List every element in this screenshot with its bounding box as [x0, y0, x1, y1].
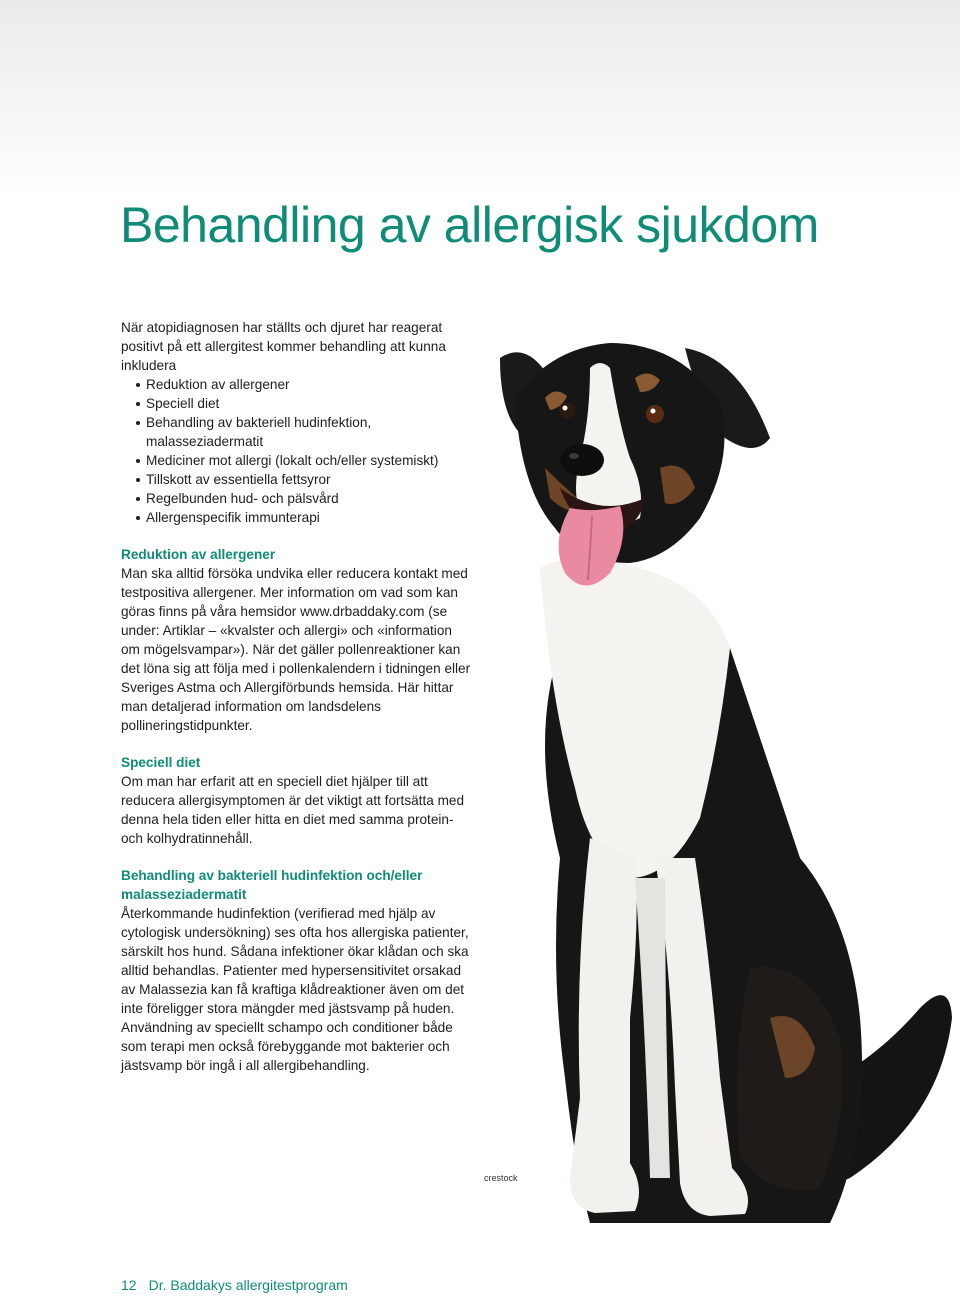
- list-item: Regelbunden hud- och pälsvård: [121, 489, 471, 508]
- publication-name: Dr. Baddakys allergitestprogram: [148, 1277, 348, 1293]
- section-body-special-diet: Om man har erfarit att en speciell diet hjälper till att reducera allergisymptomen är det viktigt att fortsätta med denna hela tiden eller hitta en diet med samma protein- och kolhydratinnehåll.: [121, 774, 465, 846]
- list-item: Behandling av bakteriell hudinfektion, malasseziadermatit: [121, 413, 471, 451]
- list-item: Mediciner mot allergi (lokalt och/eller systemiskt): [121, 451, 471, 470]
- page-title: Behandling av allergisk sjukdom: [120, 197, 819, 253]
- list-item: Allergenspecifik immunterapi: [121, 508, 471, 527]
- list-item: Speciell diet: [121, 394, 471, 413]
- page-footer: [121, 1277, 348, 1293]
- treatment-list: [121, 375, 471, 527]
- list-item: Reduktion av allergener: [121, 375, 471, 394]
- section-body-allergen-reduction: Man ska alltid försöka undvika eller reducera kontakt med testpositiva allergener. Mer information om vad som kan göras finns på våra hemsidor www.drbaddaky.com (se under: Artiklar – «kvalster och allergi» och «information om mögelsvampar»). När det gäller pollenreaktioner kan det löna sig att följa med i pollenkalendern i tidningen eller Sveriges Astma och Allergiförbunds hemsida. Här hittar man detaljerad information om landsdelens pollineringstidpunkter.: [121, 566, 471, 733]
- section-heading-allergen-reduction: Reduktion av allergener: [121, 547, 276, 562]
- intro-paragraph: När atopidiagnosen har ställts och djuret har reagerat positivt på ett allergitest kommer behandling att kunna inkludera: [121, 320, 446, 373]
- dog-photo: [470, 318, 960, 1238]
- list-item: Tillskott av essentiella fettsyror: [121, 470, 471, 489]
- section-body-infection-treatment: Återkommande hudinfektion (verifierad med hjälp av cytologisk undersökning) ses ofta hos allergiska patienter, särskilt hos hund. Sådana infektioner ökar klådan och ska alltid behandlas. Patienter med hypersensitivitet orsakad av Malassezia kan få kraftiga klådreaktioner även om det inte föreligger stora mängder med jästsvamp på huden. Användning av speciellt schampo och conditioner både som terapi men också förebyggande mot bakterier och jästsvamp bör ingå i all allergibehandling.: [121, 906, 469, 1073]
- section-heading-special-diet: Speciell diet: [121, 755, 201, 770]
- page-number: 12: [121, 1277, 137, 1293]
- header-background: [0, 0, 960, 200]
- section-heading-infection-treatment: Behandling av bakteriell hudinfektion och/eller malasseziadermatit: [121, 868, 423, 902]
- photo-credit: crestock: [484, 1173, 518, 1183]
- main-text-column: [121, 318, 471, 1075]
